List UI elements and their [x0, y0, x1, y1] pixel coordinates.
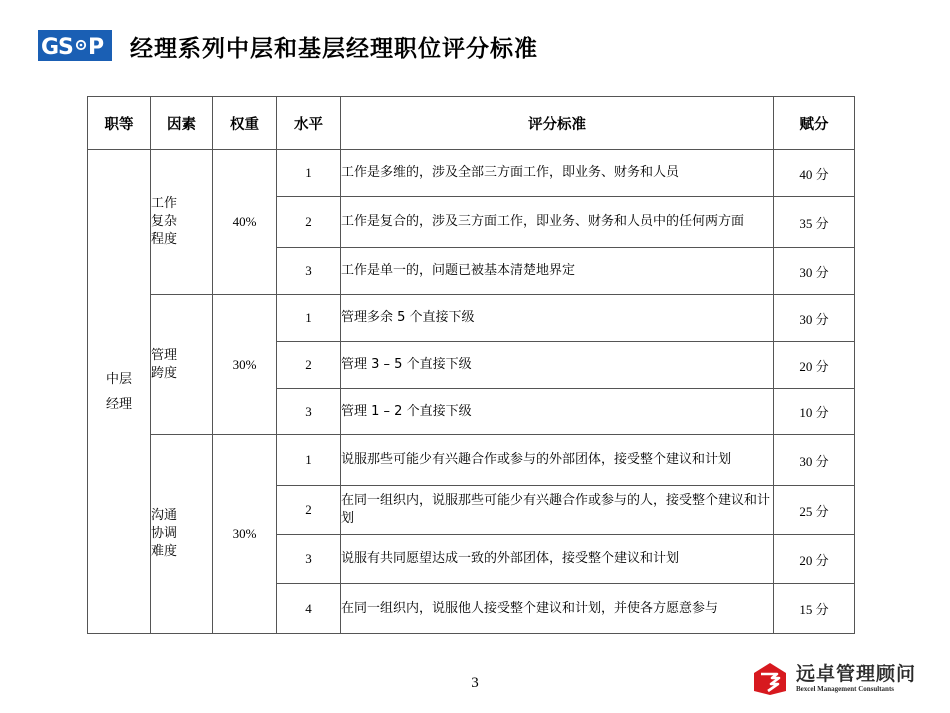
col-header-score: 赋分 [774, 97, 855, 150]
score-cell: 30 分 [774, 295, 855, 342]
factor-cell [151, 150, 213, 295]
level-cell: 1 [277, 435, 341, 486]
svg-text:GS: GS [41, 35, 73, 60]
table-row [88, 150, 855, 197]
col-header-criteria: 评分标准 [341, 97, 774, 150]
level-cell: 2 [277, 342, 341, 389]
level-cell: 2 [277, 197, 341, 248]
score-cell: 30 分 [774, 248, 855, 295]
factor-label: 工作 复杂 程度 [151, 196, 178, 247]
table-row [88, 435, 855, 486]
criteria-cell: 工作是多维的，涉及全部三方面工作，即业务、财务和人员 [341, 150, 774, 197]
criteria-cell: 说服那些可能少有兴趣合作或参与的外部团体，接受整个建议和计划 [341, 435, 774, 486]
col-header-factor: 因素 [151, 97, 213, 150]
page-number: 3 [471, 675, 479, 691]
score-cell: 25 分 [774, 486, 855, 535]
scoring-table [87, 96, 855, 634]
col-header-rank: 职等 [88, 97, 151, 150]
weight-cell: 40% [213, 150, 277, 295]
factor-label: 沟通 协调 难度 [151, 508, 178, 559]
criteria-cell: 管理 3 – 5 个直接下级 [341, 342, 774, 389]
brand-logo [752, 661, 932, 697]
score-cell: 35 分 [774, 197, 855, 248]
level-cell: 1 [277, 295, 341, 342]
rank-label: 中层 经理 [105, 371, 132, 412]
score-cell: 30 分 [774, 435, 855, 486]
level-cell: 3 [277, 389, 341, 435]
col-header-level: 水平 [277, 97, 341, 150]
score-cell: 20 分 [774, 535, 855, 584]
level-cell: 3 [277, 535, 341, 584]
score-cell: 20 分 [774, 342, 855, 389]
gsp-logo [38, 30, 112, 61]
factor-cell [151, 435, 213, 634]
table-row [88, 295, 855, 342]
criteria-cell: 工作是单一的，问题已被基本清楚地界定 [341, 248, 774, 295]
brand-name-en: Bexcel Management Consultants [796, 685, 894, 693]
criteria-cell: 说服有共同愿望达成一致的外部团体，接受整个建议和计划 [341, 535, 774, 584]
score-cell: 10 分 [774, 389, 855, 435]
score-cell: 15 分 [774, 584, 855, 634]
brand-mark-icon [752, 661, 788, 697]
weight-cell: 30% [213, 295, 277, 435]
level-cell: 1 [277, 150, 341, 197]
page-title: 经理系列中层和基层经理职位评分标准 [130, 36, 538, 62]
factor-cell [151, 295, 213, 435]
criteria-cell: 管理 1 – 2 个直接下级 [341, 389, 774, 435]
brand-name-cn: 远卓管理顾问 [796, 663, 917, 685]
criteria-cell: 工作是复合的，涉及三方面工作，即业务、财务和人员中的任何两方面 [341, 197, 774, 248]
criteria-cell: 在同一组织内，说服他人接受整个建议和计划，并使各方愿意参与 [341, 584, 774, 634]
criteria-cell: 管理多余 5 个直接下级 [341, 295, 774, 342]
weight-cell: 30% [213, 435, 277, 634]
table-header-row [88, 97, 855, 150]
factor-label: 管理 跨度 [151, 347, 178, 381]
svg-text:P: P [88, 35, 105, 60]
level-cell: 2 [277, 486, 341, 535]
criteria-cell: 在同一组织内，说服那些可能少有兴趣合作或参与的人，接受整个建议和计划 [341, 486, 774, 535]
level-cell: 3 [277, 248, 341, 295]
score-cell: 40 分 [774, 150, 855, 197]
col-header-weight: 权重 [213, 97, 277, 150]
level-cell: 4 [277, 584, 341, 634]
rank-cell [88, 150, 151, 634]
